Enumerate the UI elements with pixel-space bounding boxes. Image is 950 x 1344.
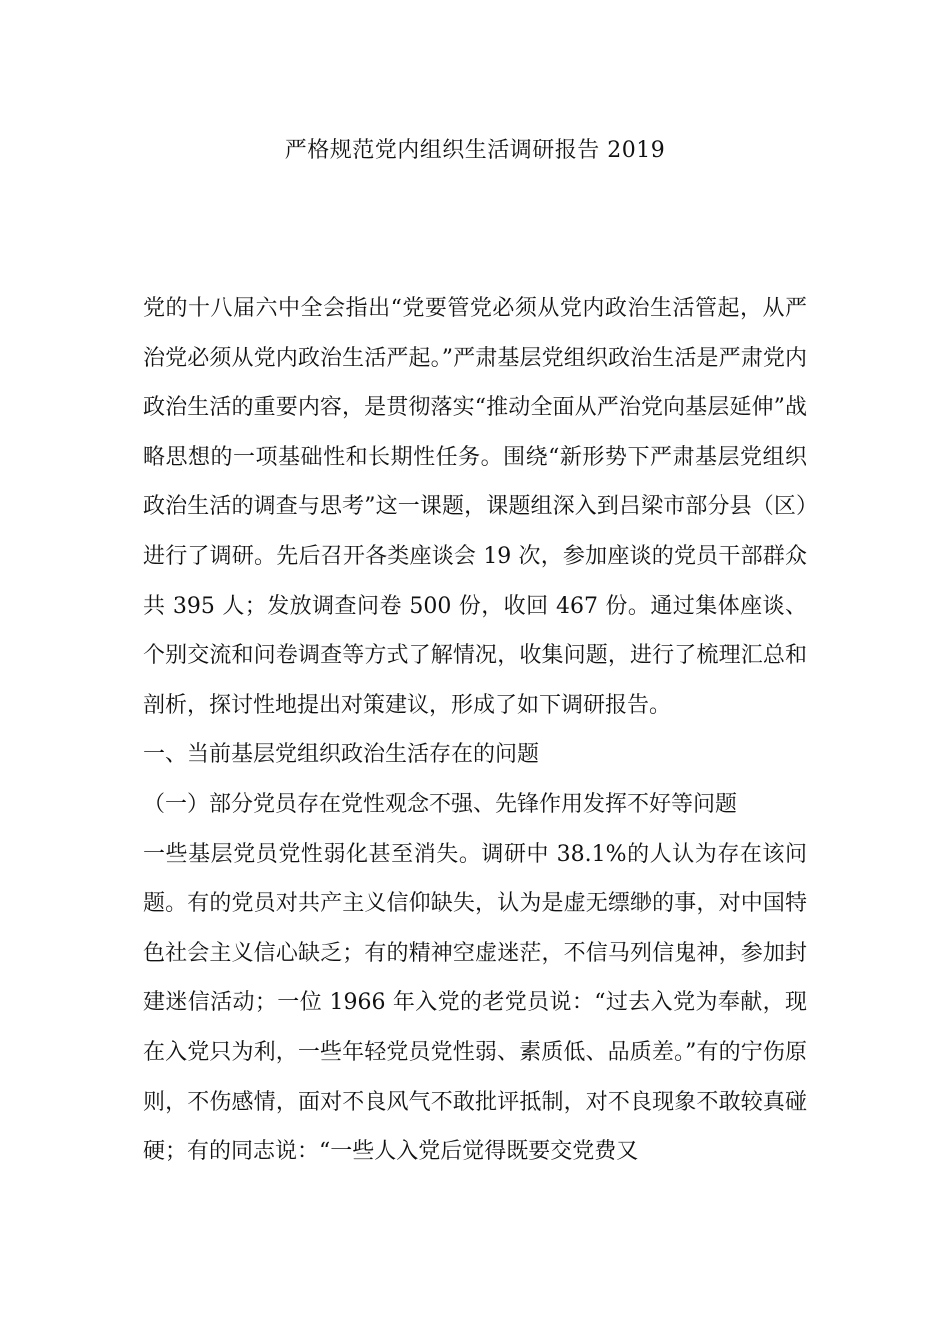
body-paragraph: 一些基层党员党性弱化甚至消失。调研中 38.1%的人认为存在该问题。有的党员对共产主义信仰缺失，认为是虚无缥缈的事，对中国特色社会主义信心缺乏；有的精神空虚迷茫，不信马列信鬼神，参加封建迷信活动；一位 1966 年入党的老党员说：“过去入党为奉献，现在入党只为利，一些年轻党员党性弱、素质低、品质差。”有的宁伤原则，不伤感情，面对不良风气不敢批评抵制，对不良现象不敢较真碰硬；有的同志说：“一些人入党后觉得既要交党费又 — [143, 841, 807, 1165]
document-title: 严格规范党内组织生活调研报告 2019 — [284, 138, 666, 163]
section-heading: 一、当前基层党组织政治生活存在的问题 — [143, 742, 540, 768]
document-body — [143, 284, 807, 1177]
subsection-heading: （一）部分党员存在党性观念不强、先锋作用发挥不好等问题 — [143, 791, 738, 817]
intro-paragraph: 党的十八届六中全会指出“党要管党必须从党内政治生活管起，从严治党必须从党内政治生活严起。”严肃基层党组织政治生活是严肃党内政治生活的重要内容，是贯彻落实“推动全面从严治党向基层延伸”战略思想的一项基础性和长期性任务。围绕“新形势下严肃基层党组织政治生活的调查与思考”这一课题，课题组深入到吕梁市部分县（区）进行了调研。先后召开各类座谈会 19 次，参加座谈的党员干部群众共 395 人；发放调查问卷 500 份，收回 467 份。通过集体座谈、个别交流和问卷调查等方式了解情况，收集问题，进行了梳理汇总和剖析，探讨性地提出对策建议，形成了如下调研报告。 — [143, 296, 807, 718]
